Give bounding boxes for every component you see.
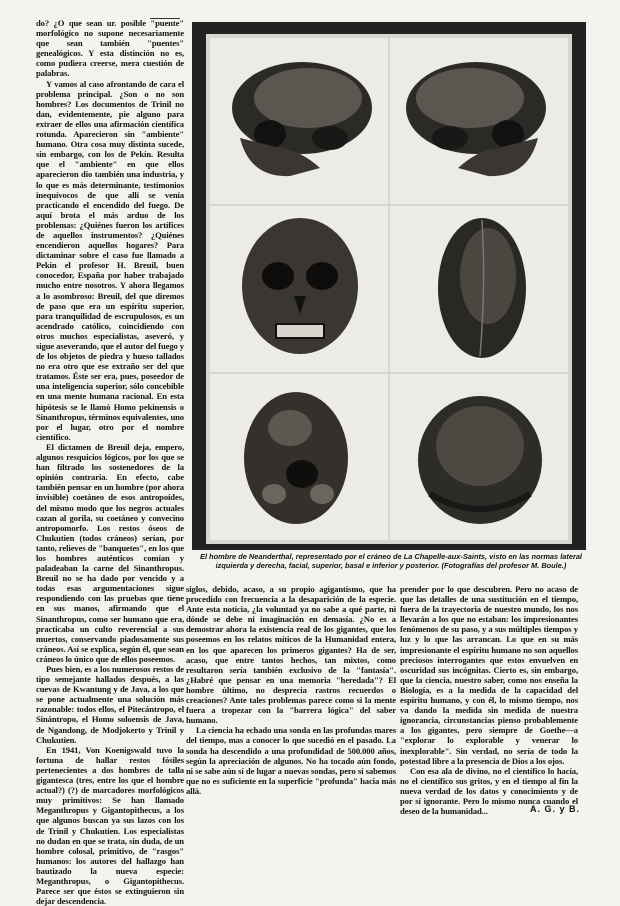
photo-grid bbox=[206, 34, 572, 544]
paragraph: prender por lo que descubren. Pero no acaso de que las detalles de una sustitución en el tiempo, fuera de la trayectoria de nuestro mundo, los nos llevarán a los que no estaban: los impresionantes fenómenos de su paso, y a sus múltiples tiempos y luz y lo que las arrancan. Lo que en su más impresionante el espíritu humano no son aquellos preciosos interrogantes que estos envuelven en oscuridad sus incógnitas. Cierto es, sin embargo, que la ciencia, nuestro saber, como nos enseña la Biología, es a la medida de la capacidad del espíritu humano, y con él, lo mismo tiempo, nos va dando la medida sin medida de nuestra ignorancia, circunstancias pienso probablemente a los gigantes, pero siempre de Goethe—a "explorar lo explorable y venerar lo inexplorable". Sin verdad, no sería de todo la potestad libre a la presencia de Dios a los ojos. bbox=[400, 584, 578, 766]
skull-superior-photo bbox=[390, 206, 568, 372]
left-text-column bbox=[36, 18, 184, 906]
skull-photo-plate bbox=[192, 22, 586, 550]
paragraph: do? ¿O que sean ur. posible "puente" morfológico no supone necesariamente que sean también "puentes" genealógicos. Y esta distinción no es, como pudiera creerse, mera cuestión de palabras. bbox=[36, 18, 184, 79]
skull-facial-photo bbox=[210, 206, 388, 372]
paragraph: siglos, debido, acaso, a su propio agigantismo, que ha procedido con frecuencia a la desaparición de la especie. Ante esta noticia, ¿la voluntad ya no sabe a qué parte, ni dónde se debe ni imaginación en demasía. ¿No es a demostrar ahora la existencia real de los gigantes, que los poseemos en los relatos míticos de la Humanidad entera, en los que aparecen los primeros gigantes? Ha de ser, acaso, que entre tantos hechos, tan mixtos, como resultaron sería también exclusivo de la "fantasía". ¿Habré que pensar en una memoria "heredada"? El hombre último, no desprecia rastros recuerdos o creaciones? Ante tales problemas parece como si la mente fuera a tropezar con la "barrera lógica" del saber humano. bbox=[186, 584, 396, 726]
photo-caption: El hombre de Neanderthal, representado por el cráneo de La Chapelle-aux-Saints, visto en las normas lateral izquierda y derecha, facial, superior, basal e inferior y posterior. (Fotografías del profesor M. Boule.) bbox=[200, 552, 582, 570]
skull-lateral-right-photo bbox=[390, 38, 568, 204]
skull-lateral-left-photo bbox=[210, 38, 388, 204]
paragraph: Y vamos al caso afrontando de cara el problema principal. ¿Son o no son hombres? Los documentos de Trinil no dan, evidentemente, pie alguno para extraer de ellos una afirmación científica rotunda. Aparecieron sin "ambiente" humano. Otra cosa muy distinta sucede, sin embargo, con los de Pekín. Resulta que el "ambiente" en que ellos aparecieron dio también una industria, y lo que es más determinante, testimonios inequívocos de que allí se venía practicando el encendido del fuego. De aquí brota el más arduo de los problemas: ¿Quiénes fueron los artífices de aquellos instrumentos? ¿Quiénes encendieron aquellos hogares? Para dictaminar sobre el caso fue llamado a Pekín el profesor H. Breuil, buen conocedor, España por haber trabajado mucho entre nosotros. Y ahora llegamos a lo asombroso: Breuil, del que diremos de paso que era un espíritu superior, para tranquilidad de escrupulosos, es un acendrado católico, coincidiendo con otros muchos especialistas, aseveró, y sigue aseverando, que el autor del fuego y de los objetos de piedra y hueso tallados no era otro que ese extraño ser del que tratamos. Éste ser era, pues, poseedor de una inteligencia superior, sólo concebible en una mente humana racional. En esta hipótesis se le llamó Homo pekinensis o Sinanthropus, términos equivalentes, uno por el lugar, otro por el nombre científico. bbox=[36, 78, 184, 442]
paragraph: Con esa ala de divino, no el científico lo hacía, no el científico sus gritos, y en el tiempo al fin la nueva verdad de los datos y conocimiento y de por sí ignorante. Pero lo mismo nunca cuando el deseo de la humanidad... bbox=[400, 765, 578, 817]
author-signature: A. G. y B. bbox=[529, 804, 580, 814]
middle-text-column bbox=[186, 584, 396, 810]
paragraph: Pues bien, es a los numerosos restos de tipo semejante hallados después, a las cuevas de Kwantung y de Java, a los que se pone actualmente una solución más razonable: todos ellos, el Pitecántropo, el Sinántropo, el Homo soloensis de Java, de Ngandong, de Modjokerto y Trinil y Chukutien. bbox=[36, 664, 184, 745]
skull-basal-photo bbox=[210, 374, 388, 540]
skull-posterior-photo bbox=[390, 374, 568, 540]
paragraph: En 1941, Von Koenigswald tuvo la fortuna de hallar restos fósiles pertenecientes a dos hombres de talla gigantesca (tres, entre los que el hombre actual?) (?) de marcadores morfológicos muy primitivos: Se han llamado Meganthropus y Gigantopithecus, a los que algunos buscan ya sus lazos con los de Trinil y Chukutien. Los especialistas no dudan en que se trata, sin duda, de un hombre colosal, primitivo, de "rasgos" humanos: los autores del hallazgo han bautizado la nueva especie: Meganthropus, o Gigantopithecus. Parece ser que éstos se extinguieron sin dejar descendencia. bbox=[36, 744, 184, 906]
paragraph: El dictamen de Breuil deja, empero, algunos resquicios lógicos, por los que se han filtrado los sostenedores de la opinión contraria. En efecto, cabe también pensar en un hombre (por ahora invisible) coetáneo de esos antropoides, del mismo modo que los negros actuales cazan al gorila, su coetáneo y convecino antropomorfo. Los restos óseos de Chukutien (todos cráneos) serían, por tanto, relieves de "banquetes", en los que los hombres auténticos comían y paladeaban la carne del Sinanthropus. Breuil no se ha dado por vencido y a todas esas argumentaciones sigue respondiendo con las pruebas que tiene en sus manos, afirmando que el Sinanthropus, como ser humano que era, practicaba un culto reverencial a sus muertos, conservando piadosamente sus cráneos. Así se explica, según él, que sean cráneos lo único que de ellos poseemos. bbox=[36, 441, 184, 664]
paragraph: La ciencia ha echado una sonda en las profundas mares del tiempo, mas a conocer lo que sucedió en el pasado. La sonda ha descendido a una profundidad de 500.000 años, según la apreciación de algunos. No ha tocado aún fondo, ni se sabe aún sí de lugar a nuevas sondas, pero sí sabemos que no es suficiente en la superficie "profunda" hacia más allá. bbox=[186, 725, 396, 796]
